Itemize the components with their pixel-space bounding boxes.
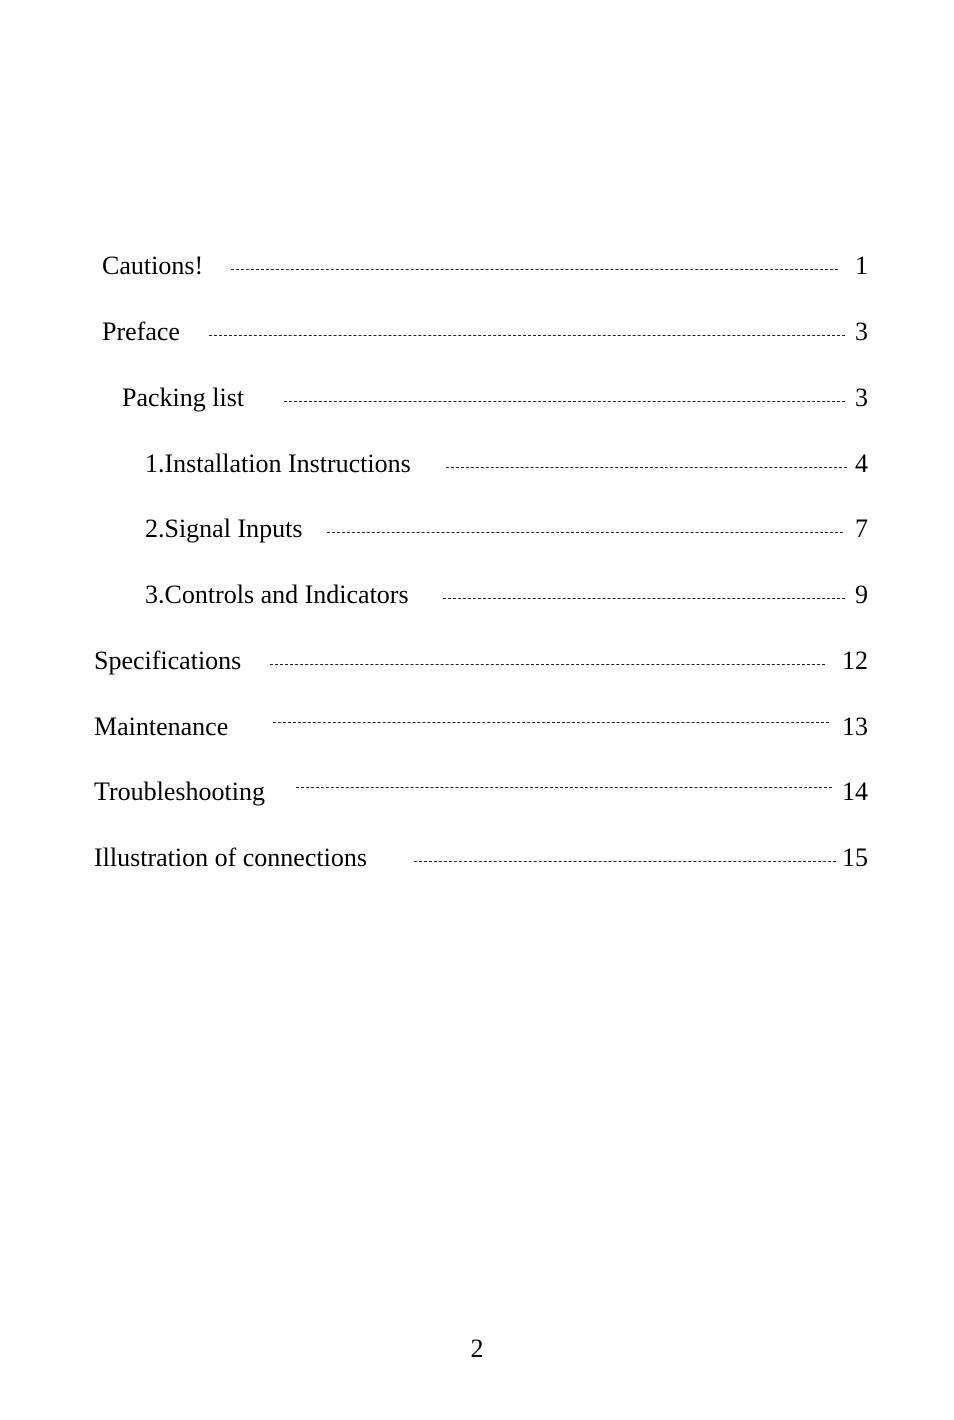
toc-leader (296, 787, 832, 788)
toc-entry-specifications[interactable] (0, 645, 954, 685)
toc-leader (270, 664, 825, 665)
toc-leader (327, 532, 843, 533)
toc-entry-title: Packing list (122, 383, 245, 412)
toc-entry-page: 3 (855, 383, 868, 412)
toc-leader (231, 269, 838, 270)
toc-entry-cautions[interactable] (0, 250, 954, 290)
toc-entry-title: Illustration of connections (94, 843, 367, 872)
toc-entry-title: Cautions! (102, 251, 204, 280)
page-number: 2 (470, 1334, 484, 1363)
toc-entry-page: 4 (855, 449, 868, 478)
toc-entry-page: 9 (855, 580, 868, 609)
toc-entry-title: Preface (102, 317, 180, 346)
toc-entry-installation-instructions[interactable] (0, 448, 954, 488)
toc-entry-title: 3.Controls and Indicators (145, 580, 409, 609)
toc-entry-illustration-of-connections[interactable] (0, 842, 954, 882)
toc-entry-page: 1 (855, 251, 868, 280)
toc-entry-title: Specifications (94, 646, 242, 675)
toc-entry-page: 14 (842, 777, 868, 806)
toc-entry-page: 15 (842, 843, 868, 872)
toc-entry-title: Maintenance (94, 712, 229, 741)
toc-leader (273, 722, 829, 723)
toc-leader (284, 401, 845, 402)
toc-leader (414, 861, 836, 862)
toc-leader (209, 335, 845, 336)
toc-leader (443, 598, 845, 599)
toc-entry-controls-and-indicators[interactable] (0, 579, 954, 619)
toc-entry-troubleshooting[interactable] (0, 776, 954, 816)
toc-entry-page: 13 (842, 712, 868, 741)
toc-entry-title: Troubleshooting (94, 777, 265, 806)
toc-entry-signal-inputs[interactable] (0, 513, 954, 553)
toc-entry-preface[interactable] (0, 316, 954, 356)
toc-entry-page: 7 (855, 514, 868, 543)
toc-entry-maintenance[interactable] (0, 711, 954, 751)
toc-entry-page: 3 (855, 317, 868, 346)
toc-entry-page: 12 (842, 646, 868, 675)
toc-entry-title: 2.Signal Inputs (145, 514, 303, 543)
toc-leader (446, 467, 847, 468)
toc-entry-title: 1.Installation Instructions (145, 449, 411, 478)
toc-entry-packing-list[interactable] (0, 382, 954, 422)
